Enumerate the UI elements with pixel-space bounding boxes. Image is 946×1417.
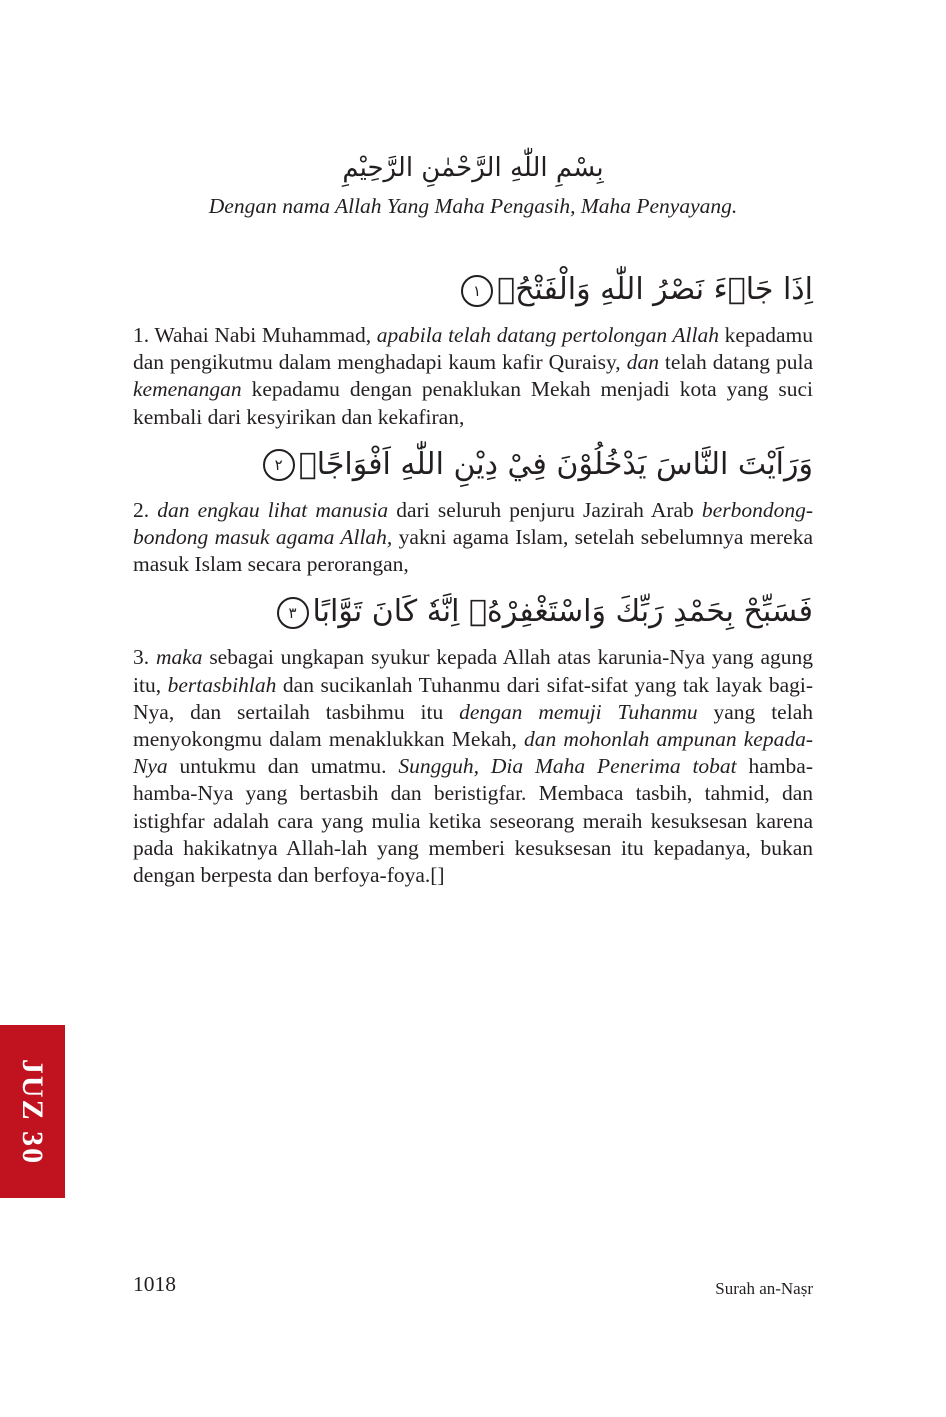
verse-arabic: اِذَا جَاۤءَ نَصْرُ اللّٰهِ وَالْفَتْحُۙ — [497, 272, 813, 307]
verse-arabic-text — [133, 443, 813, 497]
page-number: 1018 — [133, 1272, 176, 1296]
translation-italic-segment: dengan memuji Tuhanmu — [459, 699, 698, 724]
translation-segment: hamba-hamba-Nya yang bertasbih dan beristigfar. Membaca tasbih, tahmid, dan istighfar adalah cara yang mulia ketika seseorang meraih kesuksesan karena pada hakikatnya Allah-lah yang memberi kesuksesan itu kepadanya, bukan dengan berpesta dan berfoya-foya.[] — [133, 754, 813, 888]
translation-segment: 3. — [133, 645, 156, 670]
translation-segment: 1. Wahai Nabi Muhammad, — [133, 323, 377, 347]
translation-italic-segment: kemenangan — [133, 377, 242, 402]
basmala-translation: Dengan nama Allah Yang Maha Pengasih, Maha Penyayang. — [208, 194, 738, 218]
translation-segment: 2. — [133, 497, 158, 522]
verse-number-marker: ٣ — [277, 597, 309, 629]
verse-arabic-text — [133, 590, 813, 644]
verse-number-marker: ١ — [461, 275, 493, 307]
verse-translation — [133, 644, 813, 889]
verse-arabic: فَسَبِّحْ بِحَمْدِ رَبِّكَ وَاسْتَغْفِرْهُۗ اِنَّهٗ كَانَ تَوَّابًا — [312, 594, 813, 630]
verse-arabic-text — [133, 268, 813, 322]
translation-segment: kepadamu dan pengikutmu dalam menghadapi kaum kafir Quraisy, — [133, 323, 813, 375]
running-footer-surah-name: Surah an-Naṣr — [715, 1279, 813, 1298]
verse-arabic: وَرَاَيْتَ النَّاسَ يَدْخُلُوْنَ فِيْ دِيْنِ اللّٰهِ اَفْوَاجًاۙ — [298, 446, 813, 482]
translation-segment: yang telah menyokongmu dalam menaklukkan Mekah, — [133, 699, 813, 752]
verse-3 — [133, 590, 813, 889]
translation-italic-segment: apabila telah datang pertolongan Allah — [376, 323, 719, 347]
verses-container — [133, 268, 813, 901]
translation-segment: untukmu dan umatmu. — [167, 754, 399, 779]
verse-translation — [133, 322, 813, 431]
translation-italic-segment: Sungguh, Dia Maha Penerima tobat — [398, 754, 737, 779]
verse-2 — [133, 443, 813, 579]
translation-segment: dari seluruh penjuru Jazirah Arab — [388, 497, 702, 522]
juz-tab — [0, 1025, 65, 1198]
juz-label: JUZ 30 — [16, 1058, 50, 1165]
translation-italic-segment: bertasbihlah — [167, 672, 277, 697]
translation-segment: sebagai ungkapan syukur kepada Allah atas karunia-Nya yang agung itu, — [133, 645, 814, 697]
translation-segment: telah datang pula — [658, 350, 814, 375]
translation-italic-segment: maka — [155, 645, 203, 670]
translation-italic-segment: berbondong-bondong masuk agama Allah, — [133, 497, 813, 550]
verse-number-marker: ٢ — [263, 449, 295, 481]
translation-italic-segment: dan engkau lihat manusia — [157, 497, 389, 522]
basmala-arabic: بِسْمِ اللّٰهِ الرَّحْمٰنِ الرَّحِيْمِ — [342, 153, 604, 183]
translation-italic-segment: dan mohonlah ampunan kepada-Nya — [133, 727, 813, 779]
translation-segment: yakni agama Islam, setelah sebelumnya mereka masuk Islam secara perorangan, — [133, 525, 814, 577]
translation-segment: dan sucikanlah Tuhanmu dari sifat-sifat yang tak layak bagi-Nya, dan sertailah tasbihmu itu — [133, 672, 814, 724]
translation-italic-segment: dan — [626, 350, 659, 375]
verse-1 — [133, 268, 813, 431]
verse-translation — [133, 497, 813, 579]
translation-segment: kepadamu dengan penaklukan Mekah menjadi kota yang suci kembali dari kesyirikan dan kekafiran, — [133, 377, 813, 429]
